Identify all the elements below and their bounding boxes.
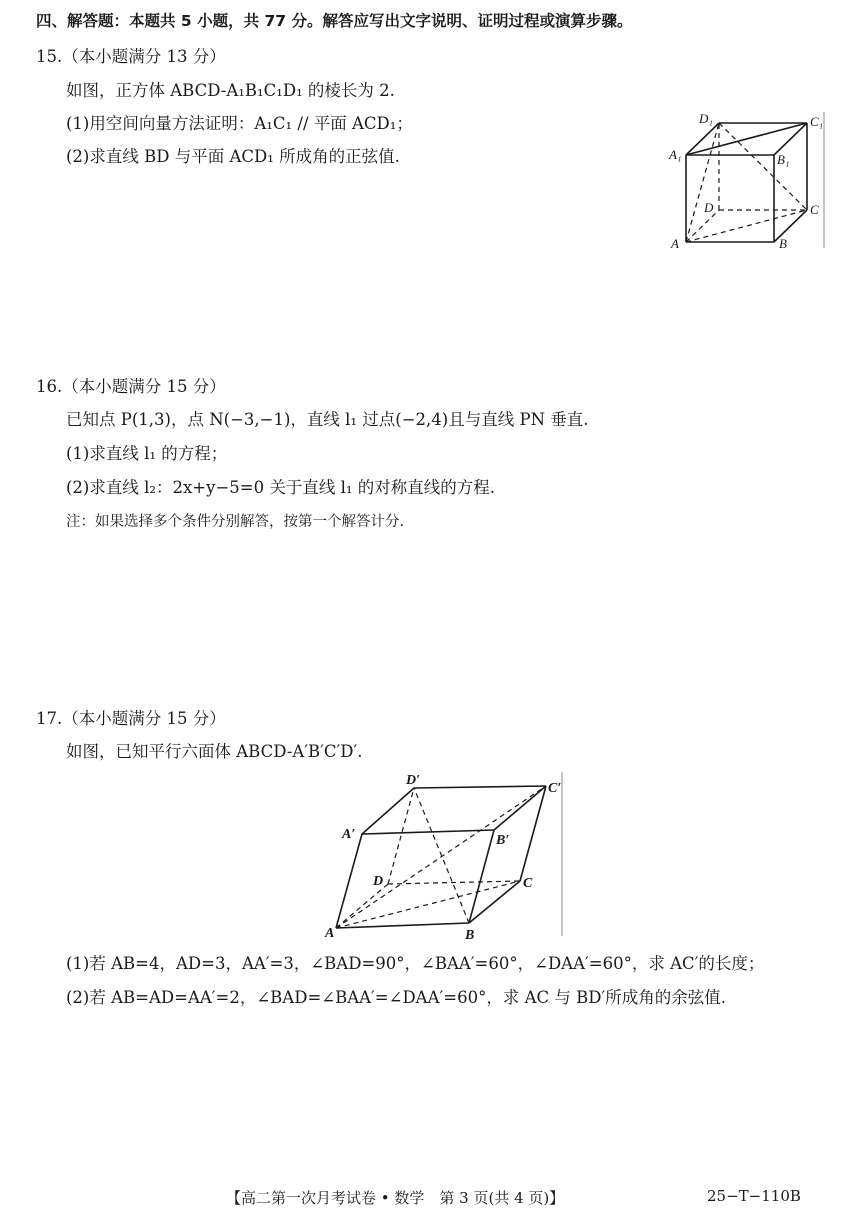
label-A: A: [671, 236, 679, 251]
q16-note: 注：如果选择多个条件分别解答，按第一个解答计分.: [66, 514, 405, 530]
label-C-prime: C′: [548, 781, 562, 796]
label-C: C: [523, 876, 533, 891]
q15-stem: 如图，正方体 ABCD-A₁B₁C₁D₁ 的棱长为 2.: [66, 81, 395, 100]
q17-header: 17.（本小题满分 15 分）: [36, 709, 226, 728]
section-heading: 四、解答题：本题共 5 小题，共 77 分。解答应写出文字说明、证明过程或演算步骤。: [36, 12, 633, 30]
label-A1: A₁: [669, 147, 682, 162]
label-B: B: [465, 928, 475, 943]
label-D-prime: D′: [406, 773, 421, 788]
q15-part1: (1)用空间向量方法证明：A₁C₁ // 平面 ACD₁；: [66, 114, 413, 133]
label-B1: B₁: [777, 152, 790, 167]
label-D: D: [373, 874, 384, 889]
label-C1: C₁: [810, 114, 824, 129]
q17-part2: (2)若 AB=AD=AA′=2，∠BAD=∠BAA′=∠DAA′=60°，求 AC 与 BD′所成角的余弦值.: [66, 988, 726, 1007]
q15-part2: (2)求直线 BD 与平面 ACD₁ 所成角的正弦值.: [66, 147, 400, 166]
footer-title: 【高二第一次月考试卷 • 数学 第 3 页(共 4 页)】: [226, 1189, 565, 1207]
q15-header: 15.（本小题满分 13 分）: [36, 47, 226, 66]
label-A: A: [325, 926, 335, 941]
footer-code: 25−T−110B: [707, 1187, 801, 1205]
q17-part1: (1)若 AB=4，AD=3，AA′=3，∠BAD=90°，∠BAA′=60°，∠DAA′=60°，求 AC′的长度；: [66, 954, 765, 973]
label-C: C: [810, 202, 819, 217]
q17-stem: 如图，已知平行六面体 ABCD-A′B′C′D′.: [66, 742, 363, 761]
label-D1: D₁: [699, 111, 713, 126]
q16-part2: (2)求直线 l₂：2x+y−5=0 关于直线 l₁ 的对称直线的方程.: [66, 478, 495, 497]
label-B-prime: B′: [496, 833, 510, 848]
q17-parallelepiped-figure: [322, 768, 572, 943]
label-A-prime: A′: [342, 827, 356, 842]
q16-header: 16.（本小题满分 15 分）: [36, 377, 226, 396]
label-B: B: [779, 236, 787, 251]
q16-part1: (1)求直线 l₁ 的方程；: [66, 444, 228, 463]
label-D: D: [704, 200, 714, 215]
q16-stem: 已知点 P(1,3)，点 N(−3,−1)，直线 l₁ 过点(−2,4)且与直线 PN 垂直.: [66, 410, 589, 429]
q15-cube-figure: [664, 108, 829, 253]
